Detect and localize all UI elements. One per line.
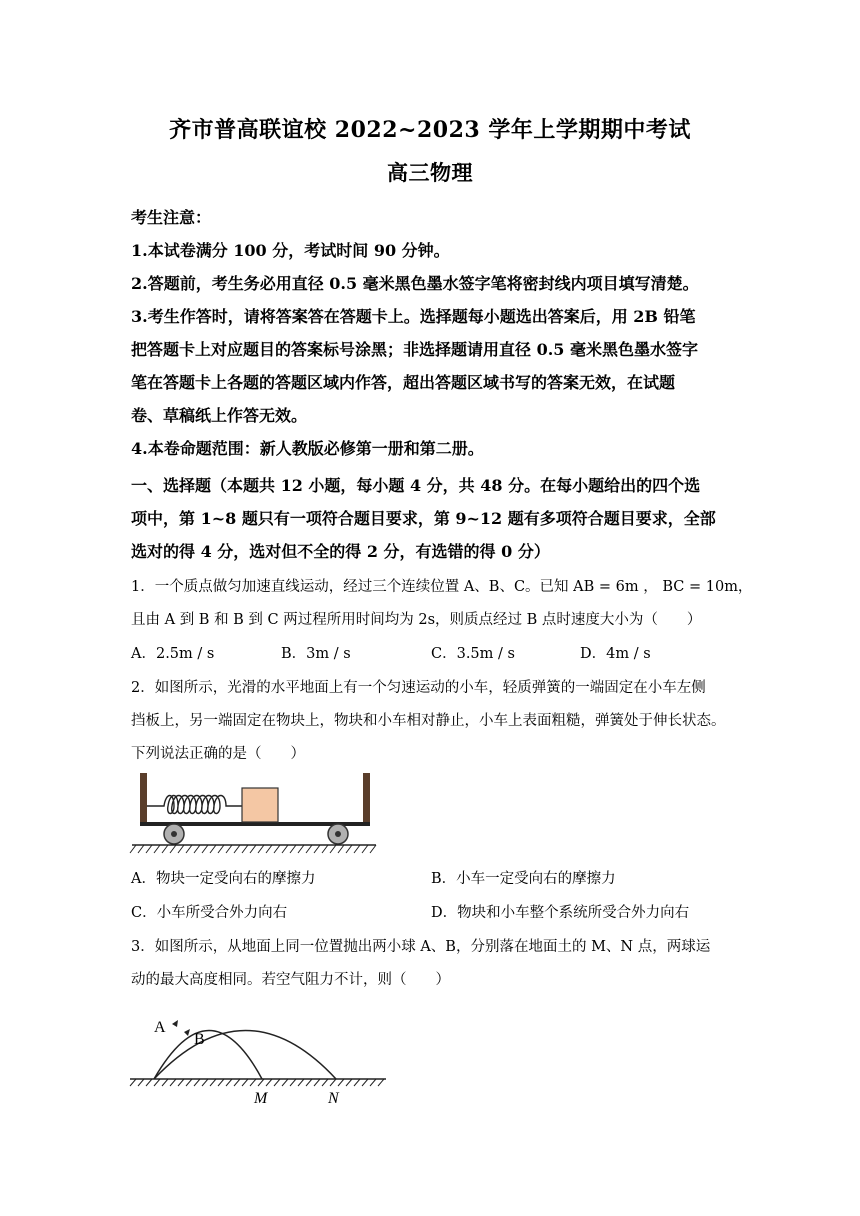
cart-left-wall — [140, 773, 147, 825]
cart-right-wall — [363, 773, 370, 825]
q2-line-1: 2．如图所示，光滑的水平地面上有一个匀速运动的小车，轻质弹簧的一端固定在小车左侧 — [131, 680, 706, 696]
q2-option-c: C．小车所受合外力向右 — [131, 905, 288, 921]
q1-option-b: B．3m / s — [281, 646, 351, 662]
block — [242, 788, 278, 822]
q2-option-a: A．物块一定受向右的摩擦力 — [131, 871, 316, 887]
q1-option-a: A．2.5m / s — [131, 646, 215, 662]
exam-title: 齐市普高联谊校 2022~2023 学年上学期期中考试 — [169, 117, 691, 143]
trajectory-a — [154, 1031, 262, 1080]
q1-line-1: 1．一个质点做匀加速直线运动，经过三个连续位置 A、B、C。已知 AB = 6m ， BC = 10m， — [131, 579, 753, 595]
notice-item-3-cont2: 笔在答题卡上各题的答题区域内作答，超出答题区域书写的答案无效，在试题 — [131, 373, 676, 392]
q2-line-3: 下列说法正确的是（ ） — [131, 746, 305, 762]
q2-line-2: 挡板上，另一端固定在物块上，物块和小车相对静止，小车上表面粗糙，弹簧处于伸长状态。 — [131, 713, 726, 729]
projectile-figure — [128, 1002, 388, 1110]
label-b: B — [194, 1031, 205, 1048]
q1-option-d: D．4m / s — [580, 646, 651, 662]
notice-item-4: 4.本卷命题范围：新人教版必修第一册和第二册。 — [131, 439, 484, 458]
label-n: N — [328, 1090, 339, 1107]
notice-item-1: 1.本试卷满分 100 分，考试时间 90 分钟。 — [131, 241, 450, 260]
exam-subtitle: 高三物理 — [387, 160, 473, 185]
notice-item-2: 2.答题前，考生务必用直径 0.5 毫米黑色墨水签字笔将密封线内项目填写清楚。 — [131, 274, 699, 293]
q1-option-c: C．3.5m / s — [431, 646, 515, 662]
section-heading-line-1: 一、选择题（本题共 12 小题，每小题 4 分，共 48 分。在每小题给出的四个选 — [131, 476, 701, 495]
arrow-b — [184, 1029, 190, 1036]
notice-item-3-cont3: 卷、草稿纸上作答无效。 — [131, 406, 308, 425]
q2-option-b: B．小车一定受向右的摩擦力 — [431, 871, 616, 887]
left-wheel-hub — [171, 831, 177, 837]
section-heading-line-3: 选对的得 4 分，选对但不全的得 2 分，有选错的得 0 分） — [131, 542, 550, 561]
q2-option-d: D．物块和小车整个系统所受合外力向右 — [431, 905, 690, 921]
q3-line-2: 动的最大高度相同。若空气阻力不计，则（ ） — [131, 972, 450, 988]
label-a: A — [154, 1019, 166, 1036]
notice-heading: 考生注意： — [131, 208, 212, 227]
ground-hatching-2 — [130, 1079, 384, 1086]
cart-spring-figure — [128, 768, 378, 858]
section-heading-line-2: 项中，第 1~8 题只有一项符合题目要求，第 9~12 题有多项符合题目要求，全部 — [131, 509, 716, 528]
label-m: M — [254, 1090, 268, 1107]
notice-item-3-cont1: 把答题卡上对应题目的答案标号涂黑；非选择题请用直径 0.5 毫米黑色墨水签字 — [131, 340, 698, 359]
ground-hatching — [130, 845, 376, 853]
q1-line-2: 且由 A 到 B 和 B 到 C 两过程所用时间均为 2s，则质点经过 B 点时速度大小为（ ） — [131, 612, 702, 628]
q3-line-1: 3．如图所示，从地面上同一位置抛出两小球 A、B，分别落在地面土的 M、N 点，两球运 — [131, 939, 711, 955]
arrow-a — [172, 1020, 178, 1027]
right-wheel-hub — [335, 831, 341, 837]
spring — [147, 796, 242, 814]
notice-item-3: 3.考生作答时，请将答案答在答题卡上。选择题每小题选出答案后，用 2B 铅笔 — [131, 307, 696, 326]
trajectory-b — [154, 1031, 336, 1080]
